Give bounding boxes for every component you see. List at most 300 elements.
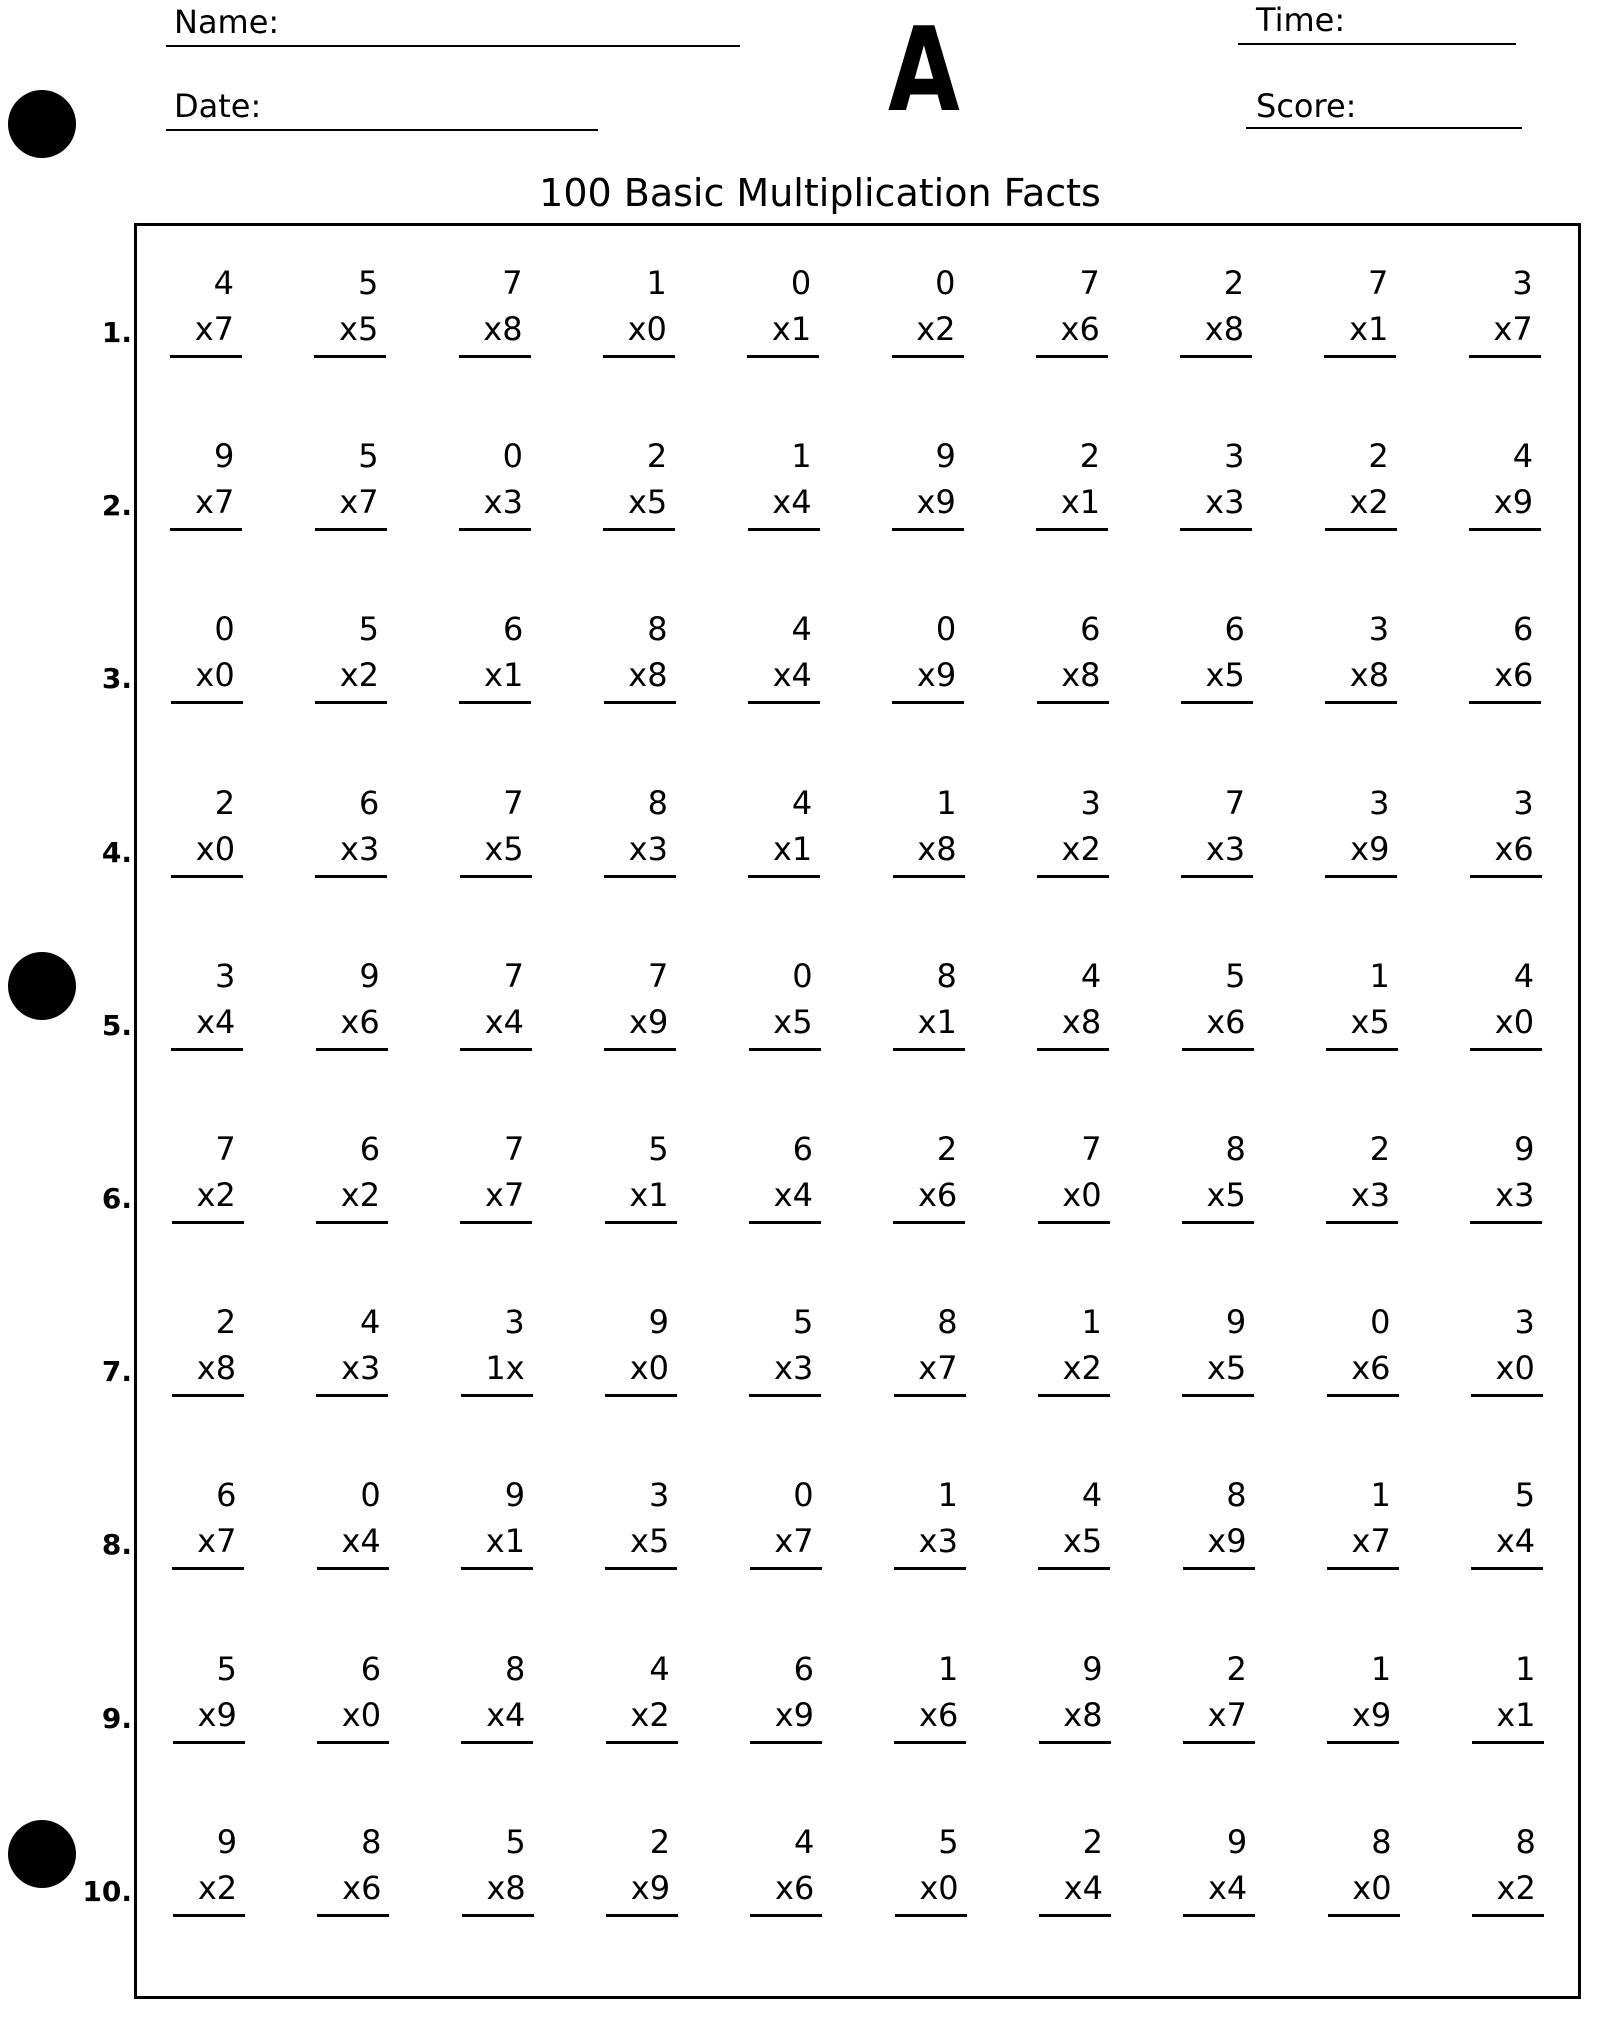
multiplier: x1 [1496, 1695, 1536, 1734]
multiplicand: 4 [793, 1822, 815, 1861]
multiplicand: 1 [1370, 1476, 1391, 1515]
problem[interactable] [462, 1824, 532, 1934]
multiplicand: 2 [1082, 1822, 1103, 1861]
multiplier: x2 [340, 1176, 381, 1214]
problem[interactable] [171, 611, 241, 721]
answer-line [749, 1048, 821, 1051]
answer-line [893, 1221, 965, 1224]
problem[interactable] [1325, 438, 1395, 548]
multiplier: x9 [1493, 483, 1534, 522]
problem[interactable] [1181, 785, 1251, 895]
multiplier: x9 [916, 483, 956, 522]
multiplicand: 9 [648, 1303, 669, 1342]
problem[interactable] [1469, 611, 1539, 721]
problem[interactable] [171, 785, 241, 895]
answer-line [1038, 1221, 1110, 1224]
problem[interactable] [172, 1131, 242, 1241]
row-label: 1. [101, 316, 132, 349]
problem[interactable] [603, 438, 673, 548]
multiplicand: 5 [357, 264, 379, 302]
multiplier: x6 [1494, 829, 1534, 868]
name-label: Name: [174, 3, 280, 41]
multiplier: x4 [772, 656, 812, 695]
answer-line [172, 1221, 244, 1224]
multiplier: x3 [340, 829, 380, 868]
multiplier: 1x [485, 1349, 525, 1388]
answer-line [1181, 701, 1253, 704]
multiplier: x2 [630, 1695, 670, 1734]
score-label: Score: [1256, 87, 1357, 125]
multiplier: x7 [1207, 1695, 1247, 1734]
multiplicand: 7 [503, 783, 524, 822]
problem[interactable] [749, 1131, 819, 1241]
multiplicand: 5 [648, 1130, 669, 1168]
multiplier: x8 [486, 1868, 526, 1907]
problem[interactable] [315, 438, 385, 548]
multiplier: x2 [197, 1868, 238, 1907]
answer-line [1182, 1394, 1254, 1397]
multiplier: x1 [772, 829, 813, 868]
multiplier: x0 [1062, 1176, 1102, 1214]
problem[interactable] [461, 1477, 531, 1587]
multiplier: x9 [630, 1868, 671, 1907]
multiplier: x0 [629, 1349, 669, 1388]
multiplicand: 8 [1225, 1130, 1246, 1168]
problem[interactable] [1471, 1304, 1541, 1414]
problem[interactable] [1181, 611, 1251, 721]
problem[interactable] [604, 611, 674, 721]
multiplier: x6 [775, 1868, 815, 1907]
multiplier: x7 [195, 483, 235, 522]
problem[interactable] [606, 1824, 676, 1934]
answer-line [1469, 355, 1541, 358]
problem[interactable] [459, 438, 529, 548]
multiplicand: 7 [1368, 264, 1389, 302]
multiplicand: 9 [216, 1822, 238, 1861]
multiplier: x2 [339, 656, 379, 695]
problem[interactable] [748, 611, 818, 721]
multiplicand: 4 [649, 1649, 670, 1688]
answer-line [170, 355, 242, 358]
multiplicand: 9 [935, 437, 956, 476]
multiplicand: 1 [646, 264, 667, 302]
problem[interactable] [894, 1651, 964, 1761]
problem[interactable] [1325, 611, 1395, 721]
problem[interactable] [894, 1477, 964, 1587]
problem[interactable] [170, 438, 240, 548]
multiplicand: 0 [1370, 1303, 1391, 1342]
multiplicand: 1 [937, 1476, 958, 1515]
problem[interactable] [314, 265, 384, 375]
answer-line [747, 355, 819, 358]
problem[interactable] [1182, 958, 1252, 1068]
problem[interactable] [459, 265, 529, 375]
problem[interactable] [1038, 1304, 1108, 1414]
multiplier: x4 [486, 1695, 526, 1734]
problem[interactable] [170, 265, 240, 375]
problem[interactable] [892, 611, 962, 721]
problem[interactable] [173, 1651, 243, 1761]
multiplier: x2 [916, 310, 956, 348]
problem[interactable] [1470, 1131, 1540, 1241]
multiplier: x4 [341, 1522, 381, 1561]
problem[interactable] [1470, 958, 1540, 1068]
problem[interactable] [747, 265, 817, 375]
problem[interactable] [1036, 265, 1106, 375]
multiplier: x9 [916, 656, 957, 695]
answer-line [316, 1048, 388, 1051]
multiplicand: 6 [359, 1130, 381, 1168]
multiplicand: 3 [1369, 783, 1390, 822]
multiplicand: 3 [648, 1476, 670, 1515]
problem[interactable] [749, 1304, 819, 1414]
problem[interactable] [1327, 1651, 1397, 1761]
answer-line [317, 1567, 389, 1570]
multiplier: x4 [772, 483, 812, 522]
binder-hole-top [8, 90, 76, 158]
answer-line [1471, 1567, 1543, 1570]
problem[interactable] [317, 1477, 387, 1587]
answer-line [171, 701, 243, 704]
multiplier: x6 [917, 1176, 958, 1214]
problem[interactable] [317, 1824, 387, 1934]
problem[interactable] [1037, 958, 1107, 1068]
multiplicand: 5 [1225, 956, 1246, 995]
row-label: 2. [101, 489, 132, 523]
multiplier: x5 [773, 1002, 813, 1041]
answer-line [604, 1048, 676, 1051]
multiplicand: 3 [1514, 1303, 1535, 1342]
multiplier: x0 [1495, 1349, 1535, 1388]
problem[interactable] [605, 1304, 675, 1414]
problem[interactable] [1471, 1477, 1541, 1587]
multiplier: x5 [1062, 1522, 1103, 1561]
answer-line [1326, 1048, 1398, 1051]
multiplier: x1 [771, 310, 812, 348]
answer-line [749, 1221, 821, 1224]
multiplier: x0 [195, 829, 236, 868]
problem[interactable] [1038, 1131, 1108, 1241]
problem[interactable] [316, 1131, 386, 1241]
problem[interactable] [895, 1824, 965, 1934]
multiplicand: 4 [791, 610, 812, 649]
multiplicand: 9 [504, 1476, 526, 1515]
multiplier: x8 [1061, 1002, 1102, 1041]
answer-line [892, 528, 964, 531]
multiplier: x7 [1351, 1522, 1391, 1561]
problem[interactable] [893, 785, 963, 895]
multiplier: x3 [1350, 1176, 1391, 1214]
version-letter: A [888, 3, 960, 138]
multiplier: x1 [1349, 310, 1389, 348]
multiplier: x8 [1063, 1695, 1103, 1734]
multiplier: x5 [1350, 1002, 1390, 1041]
answer-line [172, 1394, 244, 1397]
multiplier: x8 [1061, 656, 1101, 695]
problem[interactable] [1325, 785, 1395, 895]
multiplier: x5 [339, 310, 379, 348]
answer-line [173, 1741, 245, 1744]
multiplicand: 4 [1081, 1476, 1103, 1515]
answer-line [605, 1221, 677, 1224]
answer-line [459, 355, 531, 358]
multiplier: x0 [919, 1868, 959, 1907]
problem[interactable] [1039, 1651, 1109, 1761]
problem[interactable] [1328, 1824, 1398, 1934]
problem[interactable] [1036, 438, 1106, 548]
problem[interactable] [1183, 1651, 1253, 1761]
multiplicand: 8 [361, 1822, 382, 1861]
problem[interactable] [1182, 1304, 1252, 1414]
problem[interactable] [605, 1131, 675, 1241]
problem[interactable] [604, 785, 674, 895]
multiplier: x5 [627, 483, 668, 522]
score-field[interactable] [1246, 127, 1522, 129]
problem[interactable] [893, 958, 963, 1068]
answer-line [1039, 1914, 1111, 1917]
problem[interactable] [173, 1824, 243, 1934]
answer-line [1181, 875, 1253, 878]
multiplicand: 8 [936, 956, 957, 995]
problem[interactable] [605, 1477, 675, 1587]
answer-line [171, 875, 243, 878]
row-label: 3. [101, 662, 132, 696]
answer-line [1183, 1914, 1255, 1917]
answer-line [1036, 355, 1108, 358]
problem[interactable] [1472, 1651, 1542, 1761]
row-label: 10. [82, 1874, 132, 1908]
problem[interactable] [748, 785, 818, 895]
multiplicand: 0 [793, 1476, 814, 1515]
problem[interactable] [461, 1304, 531, 1414]
multiplier: x3 [483, 483, 523, 522]
problem[interactable] [1472, 1824, 1542, 1934]
row-label: 5. [101, 1008, 132, 1042]
problem[interactable] [1183, 1824, 1253, 1934]
multiplicand: 2 [936, 1130, 958, 1168]
problem[interactable] [460, 1131, 530, 1241]
multiplier: x4 [484, 1002, 524, 1041]
problem[interactable] [1326, 1131, 1396, 1241]
answer-line [750, 1914, 822, 1917]
multiplier: x5 [630, 1522, 670, 1561]
multiplicand: 0 [502, 437, 523, 476]
answer-line [1472, 1914, 1544, 1917]
row-label: 4. [101, 835, 132, 869]
multiplicand: 7 [215, 1130, 236, 1168]
problem[interactable] [315, 785, 385, 895]
problem[interactable] [171, 958, 241, 1068]
answer-line [172, 1567, 244, 1570]
problem[interactable] [892, 265, 962, 375]
multiplicand: 2 [1223, 264, 1245, 302]
problem[interactable] [606, 1651, 676, 1761]
answer-line [894, 1567, 966, 1570]
problem[interactable] [461, 1651, 531, 1761]
multiplier: x6 [919, 1695, 959, 1734]
answer-line [170, 528, 242, 531]
multiplicand: 8 [647, 783, 668, 822]
multiplicand: 6 [1513, 610, 1534, 649]
multiplicand: 9 [359, 956, 380, 995]
answer-line [1037, 1048, 1109, 1051]
problem[interactable] [1326, 958, 1396, 1068]
multiplicand: 8 [937, 1303, 958, 1342]
multiplicand: 8 [1515, 1822, 1536, 1861]
answer-line [1183, 1567, 1255, 1570]
multiplicand: 5 [1514, 1476, 1536, 1515]
answer-line [462, 1914, 534, 1917]
multiplier: x0 [195, 656, 235, 695]
problem[interactable] [749, 958, 819, 1068]
answer-line [461, 1394, 533, 1397]
answer-line [1327, 1741, 1399, 1744]
answer-line [895, 1914, 967, 1917]
problem[interactable] [1038, 1477, 1108, 1587]
name-field[interactable] [166, 45, 740, 47]
answer-line [1039, 1741, 1111, 1744]
problem[interactable] [1183, 1477, 1253, 1587]
multiplicand: 1 [1081, 1303, 1102, 1342]
multiplicand: 4 [791, 783, 813, 822]
multiplicand: 7 [1224, 783, 1246, 822]
answer-line [1182, 1048, 1254, 1051]
problem[interactable] [750, 1651, 820, 1761]
multiplier: x9 [629, 1002, 669, 1041]
answer-line [317, 1741, 389, 1744]
answer-line [892, 355, 964, 358]
multiplier: x2 [1496, 1868, 1536, 1907]
answer-line [316, 1221, 388, 1224]
multiplier: x8 [1204, 310, 1245, 348]
answer-line [1472, 1741, 1544, 1744]
problem[interactable] [603, 265, 673, 375]
multiplier: x4 [1063, 1868, 1103, 1907]
problem[interactable] [316, 1304, 386, 1414]
problem[interactable] [1180, 438, 1250, 548]
problem[interactable] [459, 611, 529, 721]
multiplicand: 5 [938, 1822, 959, 1861]
multiplicand: 7 [647, 956, 669, 995]
answer-line [1180, 528, 1252, 531]
problem[interactable] [1037, 785, 1107, 895]
problem[interactable] [172, 1304, 242, 1414]
answer-line [606, 1914, 678, 1917]
answer-line [460, 1048, 532, 1051]
problem[interactable] [1327, 1477, 1397, 1587]
problem[interactable] [750, 1824, 820, 1934]
problem[interactable] [1039, 1824, 1109, 1934]
answer-line [1470, 1221, 1542, 1224]
multiplier: x6 [340, 1002, 380, 1041]
answer-line [603, 355, 675, 358]
problem[interactable] [460, 958, 530, 1068]
multiplicand: 5 [792, 1303, 814, 1342]
multiplicand: 2 [1226, 1649, 1247, 1688]
answer-line [1327, 1567, 1399, 1570]
problem[interactable] [1469, 265, 1539, 375]
answer-line [1182, 1221, 1254, 1224]
multiplier: x7 [918, 1349, 958, 1388]
answer-line [604, 875, 676, 878]
problem[interactable] [460, 785, 530, 895]
multiplier: x1 [485, 1522, 526, 1561]
problem[interactable] [892, 438, 962, 548]
binder-hole-middle [8, 952, 76, 1020]
problem[interactable] [1470, 785, 1540, 895]
multiplicand: 7 [502, 264, 523, 302]
problem[interactable] [1469, 438, 1539, 548]
multiplier: x7 [485, 1176, 525, 1214]
multiplicand: 9 [1226, 1822, 1248, 1861]
problem[interactable] [316, 958, 386, 1068]
multiplier: x0 [341, 1695, 382, 1734]
multiplier: x4 [1207, 1868, 1248, 1907]
problem[interactable] [894, 1304, 964, 1414]
problem[interactable] [1180, 265, 1250, 375]
answer-line [1036, 528, 1108, 531]
multiplicand: 2 [649, 1822, 671, 1861]
answer-line [1183, 1741, 1255, 1744]
answer-line [1037, 701, 1109, 704]
multiplicand: 0 [790, 264, 812, 302]
problem[interactable] [172, 1477, 242, 1587]
multiplier: x9 [1350, 829, 1390, 868]
problem[interactable] [315, 611, 385, 721]
multiplier: x1 [484, 656, 524, 695]
multiplicand: 6 [502, 610, 524, 649]
answer-line [749, 1394, 821, 1397]
multiplicand: 6 [792, 1130, 813, 1168]
problem[interactable] [1327, 1304, 1397, 1414]
multiplicand: 6 [1080, 610, 1101, 649]
answer-line [315, 875, 387, 878]
multiplier: x3 [1495, 1176, 1535, 1214]
problem[interactable] [748, 438, 818, 548]
answer-line [171, 1048, 243, 1051]
multiplicand: 8 [505, 1649, 526, 1688]
answer-line [461, 1567, 533, 1570]
answer-line [1325, 701, 1397, 704]
problem[interactable] [1182, 1131, 1252, 1241]
multiplicand: 9 [213, 437, 235, 476]
problem[interactable] [893, 1131, 963, 1241]
date-field[interactable] [166, 129, 598, 131]
multiplicand: 3 [504, 1303, 525, 1342]
multiplier: x7 [774, 1522, 814, 1561]
answer-line [315, 528, 387, 531]
date-label: Date: [174, 87, 262, 125]
multiplicand: 0 [935, 264, 956, 302]
time-field[interactable] [1238, 43, 1516, 45]
problem[interactable] [1037, 611, 1107, 721]
multiplier: x8 [1349, 656, 1390, 695]
multiplier: x1 [1060, 483, 1101, 522]
row-label: 6. [101, 1182, 132, 1215]
answer-line [460, 875, 532, 878]
multiplier: x7 [1493, 310, 1533, 348]
answer-line [1327, 1394, 1399, 1397]
multiplier: x3 [1205, 483, 1245, 522]
answer-line [606, 1741, 678, 1744]
problem[interactable] [1324, 265, 1394, 375]
multiplier: x5 [484, 829, 524, 868]
multiplier: x7 [197, 1522, 237, 1561]
multiplier: x0 [1352, 1868, 1392, 1907]
problem[interactable] [317, 1651, 387, 1761]
problem[interactable] [750, 1477, 820, 1587]
problem[interactable] [604, 958, 674, 1068]
